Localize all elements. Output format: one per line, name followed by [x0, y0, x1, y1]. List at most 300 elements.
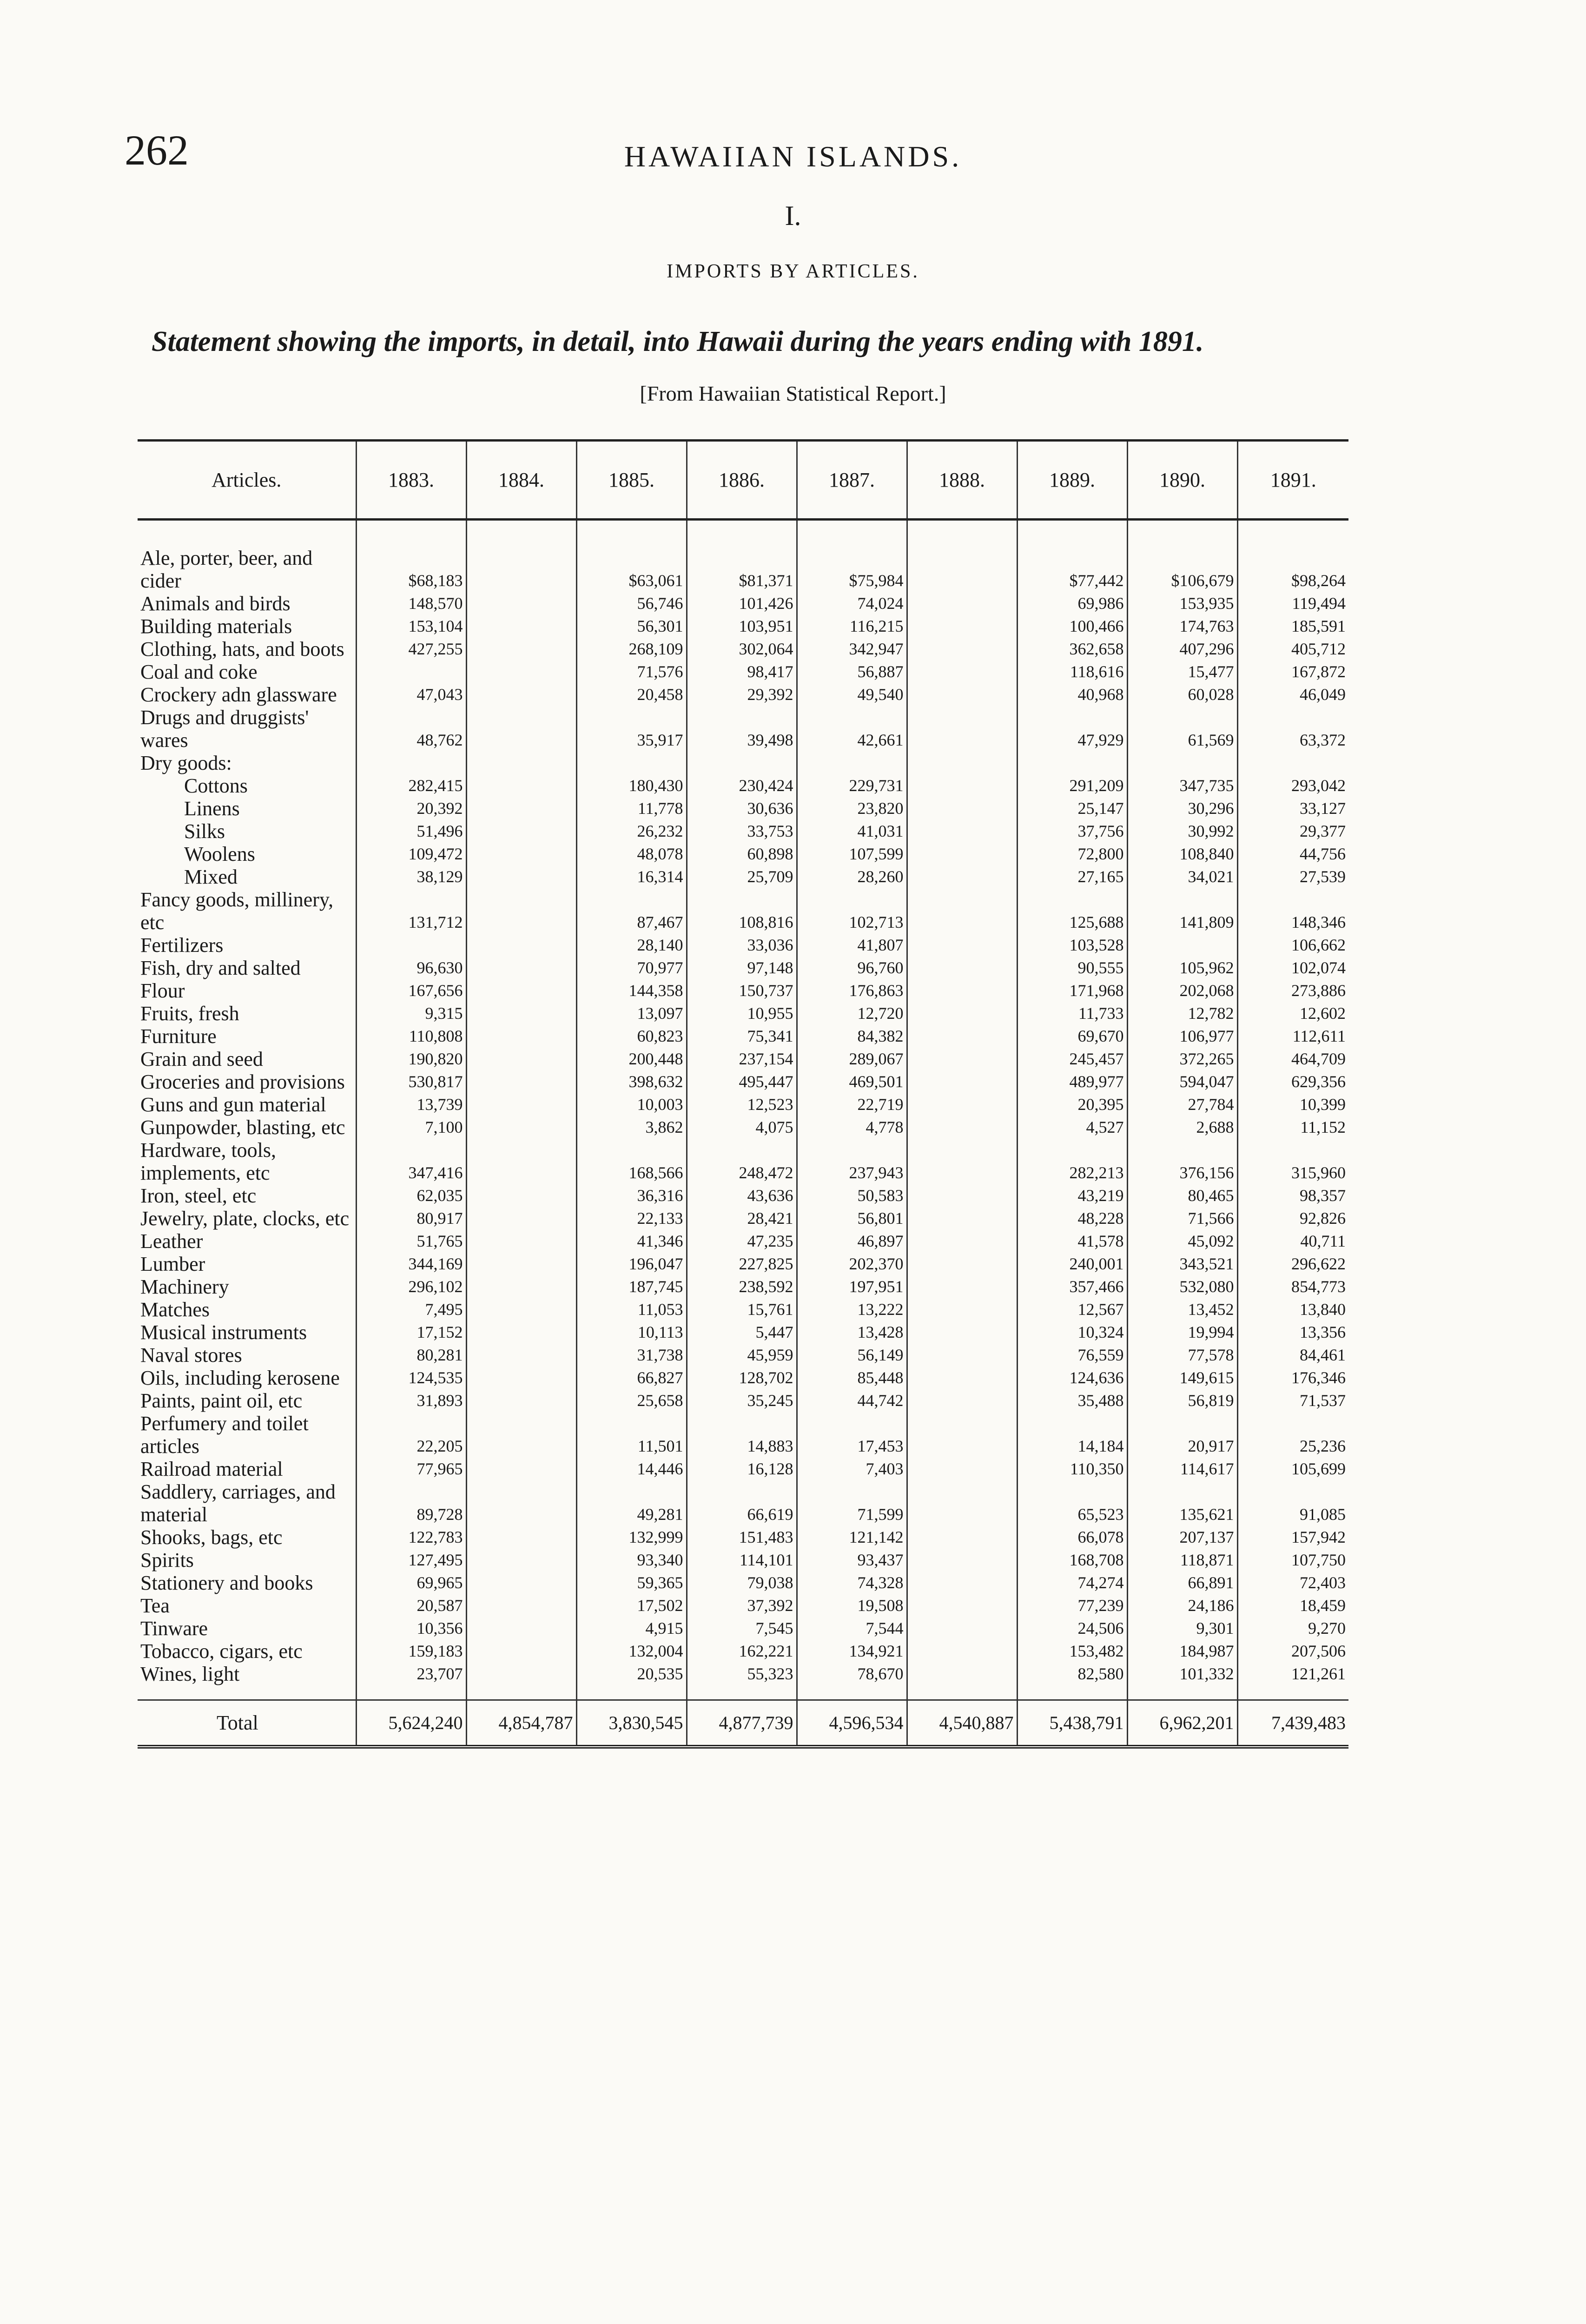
value-cell — [907, 1640, 1017, 1663]
value-cell: 114,101 — [687, 1549, 797, 1571]
value-cell — [466, 1571, 576, 1594]
value-cell: 25,709 — [687, 865, 797, 888]
value-cell: 131,712 — [356, 888, 466, 934]
value-cell: 29,377 — [1237, 820, 1348, 843]
value-cell: 70,977 — [576, 957, 687, 979]
article-cell: Matches — [140, 1298, 210, 1321]
article-cell: Jewelry, plate, clocks, etc — [140, 1207, 350, 1230]
value-cell: 80,465 — [1127, 1184, 1237, 1207]
value-cell — [466, 638, 576, 660]
value-cell — [466, 1048, 576, 1070]
value-cell: 56,149 — [797, 1344, 907, 1367]
table-row — [138, 1207, 1348, 1230]
value-cell: 11,501 — [576, 1412, 687, 1458]
table-row — [138, 1640, 1348, 1663]
value-cell: 56,801 — [797, 1207, 907, 1230]
table-row — [138, 1321, 1348, 1344]
table-row — [138, 843, 1348, 865]
value-cell: 347,735 — [1127, 774, 1237, 797]
value-cell: 184,987 — [1127, 1640, 1237, 1663]
article-cell: Wines, light — [140, 1663, 240, 1685]
total-label: Total — [138, 1700, 356, 1747]
value-cell — [907, 1344, 1017, 1367]
value-cell: 41,807 — [797, 934, 907, 957]
value-cell: 77,239 — [1017, 1594, 1127, 1617]
table-row — [138, 797, 1348, 820]
value-cell: 282,213 — [1017, 1139, 1127, 1184]
value-cell — [1237, 752, 1348, 774]
value-cell: 230,424 — [687, 774, 797, 797]
value-cell: 19,508 — [797, 1594, 907, 1617]
column-header: 1884. — [466, 441, 576, 520]
value-cell — [907, 638, 1017, 660]
value-cell: 9,270 — [1237, 1617, 1348, 1640]
value-cell: 47,043 — [356, 683, 466, 706]
value-cell: 7,495 — [356, 1298, 466, 1321]
table-row — [138, 1275, 1348, 1298]
value-cell — [466, 1389, 576, 1412]
value-cell: 66,827 — [576, 1367, 687, 1389]
value-cell — [466, 820, 576, 843]
table-row — [138, 1389, 1348, 1412]
value-cell: 489,977 — [1017, 1070, 1127, 1093]
article-cell: Saddlery, carriages, and material — [140, 1480, 336, 1526]
value-cell: 114,617 — [1127, 1458, 1237, 1480]
value-cell: 4,778 — [797, 1116, 907, 1139]
value-cell: 15,477 — [1127, 660, 1237, 683]
article-cell: Lumber — [140, 1253, 205, 1275]
value-cell — [466, 1663, 576, 1700]
value-cell — [797, 752, 907, 774]
value-cell: 41,346 — [576, 1230, 687, 1253]
value-cell: 291,209 — [1017, 774, 1127, 797]
value-cell: 56,301 — [576, 615, 687, 638]
article-cell: Coal and coke — [140, 660, 258, 683]
value-cell: 24,186 — [1127, 1594, 1237, 1617]
value-cell: 10,399 — [1237, 1093, 1348, 1116]
value-cell: 103,528 — [1017, 934, 1127, 957]
value-cell: 41,031 — [797, 820, 907, 843]
value-cell: 12,523 — [687, 1093, 797, 1116]
table-row — [138, 774, 1348, 797]
value-cell: 245,457 — [1017, 1048, 1127, 1070]
value-cell: 237,154 — [687, 1048, 797, 1070]
table-row — [138, 1116, 1348, 1139]
article-cell: Clothing, hats, and boots — [140, 638, 344, 660]
value-cell: 72,800 — [1017, 843, 1127, 865]
value-cell: 407,296 — [1127, 638, 1237, 660]
value-cell: 202,068 — [1127, 979, 1237, 1002]
article-cell: Stationery and books — [140, 1571, 313, 1594]
table-row — [138, 865, 1348, 888]
table-row — [138, 1184, 1348, 1207]
value-cell: 185,591 — [1237, 615, 1348, 638]
value-cell: 207,506 — [1237, 1640, 1348, 1663]
value-cell: 240,001 — [1017, 1253, 1127, 1275]
article-cell: Perfumery and toilet articles — [140, 1412, 309, 1458]
value-cell: 13,428 — [797, 1321, 907, 1344]
column-header: Articles. — [138, 441, 356, 520]
value-cell: $106,679 — [1127, 520, 1237, 593]
value-cell — [466, 1253, 576, 1275]
total-cell: 5,438,791 — [1017, 1700, 1127, 1747]
value-cell: 29,392 — [687, 683, 797, 706]
value-cell: 10,113 — [576, 1321, 687, 1344]
value-cell — [466, 1116, 576, 1139]
table-row — [138, 1663, 1348, 1700]
value-cell — [907, 1093, 1017, 1116]
value-cell: 56,746 — [576, 592, 687, 615]
value-cell: 11,733 — [1017, 1002, 1127, 1025]
value-cell: 11,053 — [576, 1298, 687, 1321]
value-cell: 31,738 — [576, 1344, 687, 1367]
value-cell — [466, 752, 576, 774]
source-note: [From Hawaiian Statistical Report.] — [640, 382, 946, 405]
table-body — [138, 520, 1348, 1700]
table-row — [138, 638, 1348, 660]
total-row — [138, 1700, 1348, 1747]
value-cell: 12,720 — [797, 1002, 907, 1025]
table-row — [138, 706, 1348, 752]
value-cell: 100,466 — [1017, 615, 1127, 638]
value-cell — [907, 660, 1017, 683]
article-cell: Fancy goods, millinery, etc — [140, 888, 334, 934]
article-cell: Shooks, bags, etc — [140, 1526, 283, 1549]
value-cell: 74,274 — [1017, 1571, 1127, 1594]
value-cell: 79,038 — [687, 1571, 797, 1594]
value-cell — [907, 1298, 1017, 1321]
value-cell: 106,662 — [1237, 934, 1348, 957]
value-cell: 23,820 — [797, 797, 907, 820]
value-cell: 132,004 — [576, 1640, 687, 1663]
value-cell — [907, 592, 1017, 615]
value-cell — [466, 1070, 576, 1093]
column-header: 1888. — [907, 441, 1017, 520]
value-cell: 343,521 — [1127, 1253, 1237, 1275]
table-row — [138, 888, 1348, 934]
value-cell: 124,535 — [356, 1367, 466, 1389]
value-cell: 3,862 — [576, 1116, 687, 1139]
value-cell — [466, 1594, 576, 1617]
value-cell: $98,264 — [1237, 520, 1348, 593]
value-cell — [907, 1025, 1017, 1048]
article-cell: Flour — [140, 979, 185, 1002]
value-cell — [466, 706, 576, 752]
value-cell: 629,356 — [1237, 1070, 1348, 1093]
total-cell: 3,830,545 — [576, 1700, 687, 1747]
value-cell — [466, 979, 576, 1002]
value-cell: 69,986 — [1017, 592, 1127, 615]
value-cell: 61,569 — [1127, 706, 1237, 752]
value-cell: 135,621 — [1127, 1480, 1237, 1526]
value-cell: 237,943 — [797, 1139, 907, 1184]
value-cell: 42,661 — [797, 706, 907, 752]
value-cell: 229,731 — [797, 774, 907, 797]
value-cell — [466, 1184, 576, 1207]
value-cell: 13,222 — [797, 1298, 907, 1321]
value-cell: 315,960 — [1237, 1139, 1348, 1184]
value-cell: 464,709 — [1237, 1048, 1348, 1070]
value-cell: 4,075 — [687, 1116, 797, 1139]
value-cell: 148,346 — [1237, 888, 1348, 934]
value-cell — [907, 706, 1017, 752]
value-cell: 51,496 — [356, 820, 466, 843]
value-cell: 202,370 — [797, 1253, 907, 1275]
value-cell: 125,688 — [1017, 888, 1127, 934]
value-cell: 101,332 — [1127, 1663, 1237, 1700]
table-row — [138, 1617, 1348, 1640]
value-cell: 105,699 — [1237, 1458, 1348, 1480]
value-cell: 12,567 — [1017, 1298, 1127, 1321]
value-cell — [1017, 752, 1127, 774]
value-cell — [907, 1526, 1017, 1549]
value-cell: 31,893 — [356, 1389, 466, 1412]
column-header: 1891. — [1237, 441, 1348, 520]
value-cell: 47,235 — [687, 1230, 797, 1253]
value-cell: 153,482 — [1017, 1640, 1127, 1663]
value-cell — [466, 1025, 576, 1048]
value-cell: 7,544 — [797, 1617, 907, 1640]
table-row — [138, 1002, 1348, 1025]
value-cell: 119,494 — [1237, 592, 1348, 615]
value-cell: 116,215 — [797, 615, 907, 638]
table-row — [138, 957, 1348, 979]
value-cell: 124,636 — [1017, 1367, 1127, 1389]
article-cell: Oils, including kerosene — [140, 1367, 340, 1389]
value-cell: 107,599 — [797, 843, 907, 865]
table-row — [138, 1458, 1348, 1480]
value-cell: 107,750 — [1237, 1549, 1348, 1571]
table-row — [138, 1549, 1348, 1571]
value-cell: 84,461 — [1237, 1344, 1348, 1367]
value-cell: 40,968 — [1017, 683, 1127, 706]
value-cell — [466, 934, 576, 957]
value-cell — [907, 1412, 1017, 1458]
article-cell: Woolens — [184, 843, 255, 865]
table-row — [138, 1093, 1348, 1116]
article-cell: Tinware — [140, 1617, 208, 1640]
table-row — [138, 979, 1348, 1002]
value-cell: 11,152 — [1237, 1116, 1348, 1139]
table-row — [138, 1412, 1348, 1458]
article-cell: Drugs and druggists' wares — [140, 706, 309, 752]
value-cell — [687, 752, 797, 774]
value-cell: 106,977 — [1127, 1025, 1237, 1048]
article-cell: Machinery — [140, 1275, 229, 1298]
article-cell: Iron, steel, etc — [140, 1184, 257, 1207]
value-cell: 60,823 — [576, 1025, 687, 1048]
value-cell: 33,127 — [1237, 797, 1348, 820]
value-cell: 71,599 — [797, 1480, 907, 1526]
value-cell — [356, 934, 466, 957]
value-cell: 20,535 — [576, 1663, 687, 1700]
column-header: 1887. — [797, 441, 907, 520]
table-row — [138, 1253, 1348, 1275]
value-cell: 44,742 — [797, 1389, 907, 1412]
value-cell: 63,372 — [1237, 706, 1348, 752]
column-header: 1890. — [1127, 441, 1237, 520]
table-row — [138, 1230, 1348, 1253]
value-cell: 14,883 — [687, 1412, 797, 1458]
value-cell: 282,415 — [356, 774, 466, 797]
value-cell: 118,871 — [1127, 1549, 1237, 1571]
value-cell: 149,615 — [1127, 1367, 1237, 1389]
value-cell — [466, 1526, 576, 1549]
article-cell: Guns and gun material — [140, 1093, 326, 1116]
value-cell: 26,232 — [576, 820, 687, 843]
value-cell: 49,540 — [797, 683, 907, 706]
value-cell: 102,074 — [1237, 957, 1348, 979]
value-cell: 22,133 — [576, 1207, 687, 1230]
article-cell: Dry goods: — [140, 752, 232, 774]
value-cell — [907, 865, 1017, 888]
value-cell: 200,448 — [576, 1048, 687, 1070]
value-cell — [907, 1207, 1017, 1230]
value-cell: 168,708 — [1017, 1549, 1127, 1571]
article-cell: Fruits, fresh — [140, 1002, 239, 1025]
value-cell — [576, 752, 687, 774]
value-cell: 13,739 — [356, 1093, 466, 1116]
value-cell: 35,488 — [1017, 1389, 1127, 1412]
value-cell: 44,756 — [1237, 843, 1348, 865]
value-cell — [907, 1253, 1017, 1275]
value-cell — [1127, 934, 1237, 957]
value-cell: 148,570 — [356, 592, 466, 615]
table-row — [138, 1139, 1348, 1184]
value-cell: 49,281 — [576, 1480, 687, 1526]
value-cell: 9,315 — [356, 1002, 466, 1025]
value-cell: 90,555 — [1017, 957, 1127, 979]
value-cell: 20,458 — [576, 683, 687, 706]
total-cell: 4,540,887 — [907, 1700, 1017, 1747]
value-cell: 4,527 — [1017, 1116, 1127, 1139]
value-cell: 357,466 — [1017, 1275, 1127, 1298]
article-cell: Railroad material — [140, 1458, 283, 1480]
value-cell — [907, 1389, 1017, 1412]
value-cell: 59,365 — [576, 1571, 687, 1594]
column-header: 1886. — [687, 441, 797, 520]
column-header: 1885. — [576, 441, 687, 520]
value-cell — [466, 1321, 576, 1344]
value-cell — [466, 660, 576, 683]
value-cell: $75,984 — [797, 520, 907, 593]
value-cell — [907, 1139, 1017, 1184]
article-cell: Silks — [184, 820, 225, 843]
table-row — [138, 660, 1348, 683]
value-cell — [907, 774, 1017, 797]
value-cell: 109,472 — [356, 843, 466, 865]
table-row — [138, 1480, 1348, 1526]
value-cell: 76,559 — [1017, 1344, 1127, 1367]
value-cell: 128,702 — [687, 1367, 797, 1389]
value-cell: 33,036 — [687, 934, 797, 957]
value-cell: 376,156 — [1127, 1139, 1237, 1184]
value-cell: 14,184 — [1017, 1412, 1127, 1458]
value-cell: 122,783 — [356, 1526, 466, 1549]
value-cell: 248,472 — [687, 1139, 797, 1184]
value-cell: 7,545 — [687, 1617, 797, 1640]
value-cell — [907, 1367, 1017, 1389]
table-row — [138, 1571, 1348, 1594]
value-cell: 121,142 — [797, 1526, 907, 1549]
value-cell: 196,047 — [576, 1253, 687, 1275]
value-cell: 25,147 — [1017, 797, 1127, 820]
value-cell: 16,128 — [687, 1458, 797, 1480]
value-cell: 144,358 — [576, 979, 687, 1002]
value-cell: 33,753 — [687, 820, 797, 843]
value-cell: 77,578 — [1127, 1344, 1237, 1367]
table-row — [138, 1526, 1348, 1549]
value-cell: 23,707 — [356, 1663, 466, 1700]
value-cell: 159,183 — [356, 1640, 466, 1663]
total-cell: 4,596,534 — [797, 1700, 907, 1747]
value-cell — [466, 615, 576, 638]
value-cell: 71,537 — [1237, 1389, 1348, 1412]
value-cell — [907, 1663, 1017, 1700]
value-cell: 87,467 — [576, 888, 687, 934]
value-cell — [907, 888, 1017, 934]
value-cell — [907, 1002, 1017, 1025]
table-row — [138, 934, 1348, 957]
value-cell: 75,341 — [687, 1025, 797, 1048]
value-cell: 27,784 — [1127, 1093, 1237, 1116]
value-cell: 273,886 — [1237, 979, 1348, 1002]
value-cell: 50,583 — [797, 1184, 907, 1207]
value-cell: 469,501 — [797, 1070, 907, 1093]
section-title: IMPORTS BY ARTICLES. — [667, 261, 919, 282]
value-cell — [466, 1617, 576, 1640]
value-cell: 92,826 — [1237, 1207, 1348, 1230]
value-cell: 30,296 — [1127, 797, 1237, 820]
value-cell: 65,523 — [1017, 1480, 1127, 1526]
value-cell: 45,092 — [1127, 1230, 1237, 1253]
table-row — [138, 615, 1348, 638]
value-cell: 171,968 — [1017, 979, 1127, 1002]
value-cell — [466, 1002, 576, 1025]
value-cell: 293,042 — [1237, 774, 1348, 797]
value-cell: 28,421 — [687, 1207, 797, 1230]
value-cell: $68,183 — [356, 520, 466, 593]
value-cell: 72,403 — [1237, 1571, 1348, 1594]
value-cell: 207,137 — [1127, 1526, 1237, 1549]
value-cell — [466, 1640, 576, 1663]
value-cell: 40,711 — [1237, 1230, 1348, 1253]
table-row — [138, 520, 1348, 593]
article-cell: Fertilizers — [140, 934, 224, 957]
value-cell — [907, 843, 1017, 865]
value-cell: 167,656 — [356, 979, 466, 1002]
value-cell: 51,765 — [356, 1230, 466, 1253]
value-cell — [907, 1594, 1017, 1617]
value-cell: 66,619 — [687, 1480, 797, 1526]
value-cell — [466, 888, 576, 934]
value-cell: 7,403 — [797, 1458, 907, 1480]
value-cell: 71,576 — [576, 660, 687, 683]
value-cell: 102,713 — [797, 888, 907, 934]
total-cell: 5,624,240 — [356, 1700, 466, 1747]
value-cell: 17,152 — [356, 1321, 466, 1344]
article-cell: Tea — [140, 1594, 170, 1617]
article-cell: Grain and seed — [140, 1048, 263, 1070]
value-cell: 105,962 — [1127, 957, 1237, 979]
column-header: 1889. — [1017, 441, 1127, 520]
value-cell: 167,872 — [1237, 660, 1348, 683]
value-cell: 66,078 — [1017, 1526, 1127, 1549]
value-cell: 16,314 — [576, 865, 687, 888]
value-cell: 27,165 — [1017, 865, 1127, 888]
value-cell: 97,148 — [687, 957, 797, 979]
value-cell — [907, 1230, 1017, 1253]
